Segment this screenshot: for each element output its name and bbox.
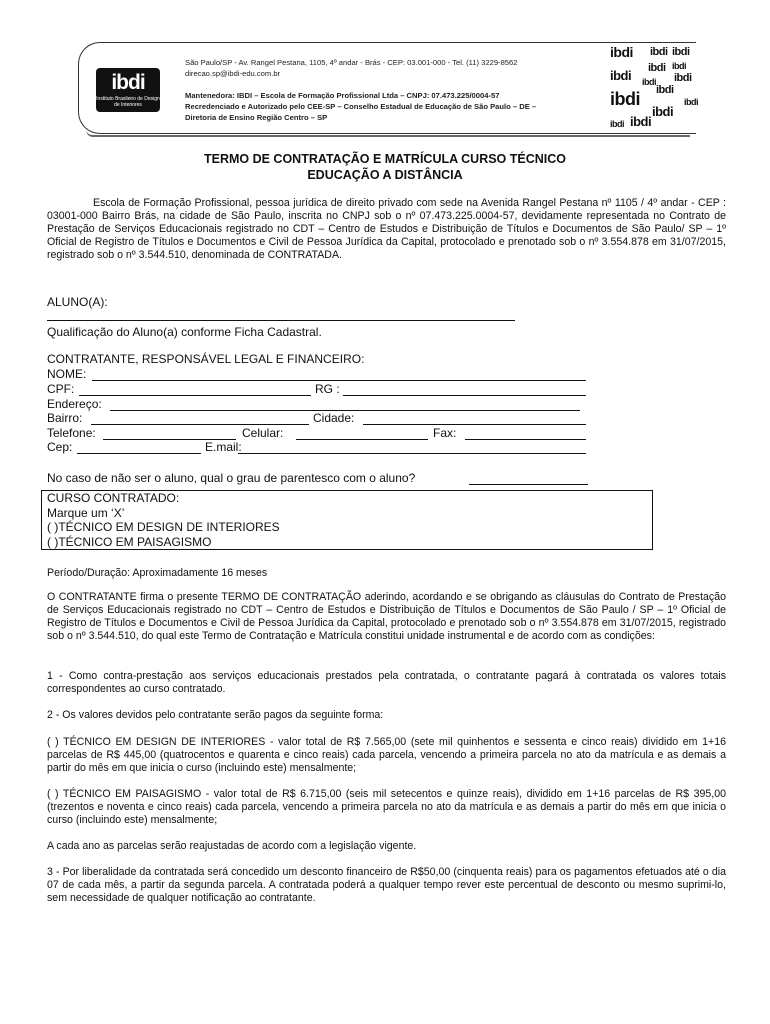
student-name-field[interactable] (47, 320, 515, 321)
header-accreditation: Recredenciado e Autorizado pelo CEE-SP – Conselho Estadual de Educação de São Paulo – DE – (185, 102, 537, 111)
cep-field[interactable] (77, 453, 201, 454)
clause-3: 3 - Por liberalidade da contratada será concedido um desconto financeiro de R$50,00 (cinquenta reais) para os pagamentos efetuados até o dia 07 de cada mês, a partir da segunda parcela. A contratada poderá a qualquer tempo rever este percentual de desconto ou mesmo suprimi-lo, sem necessidade de qualquer notificação ao contratante. (47, 866, 726, 904)
fax-field[interactable] (465, 439, 586, 440)
collage-logo: ibdi (610, 119, 624, 129)
header-maintainer: Mantenedora: IBDI – Escola de Formação Profissional Ltda – CNPJ: 07.473.225/0004-57 (185, 91, 500, 100)
contractor-heading: CONTRATANTE, RESPONSÁVEL LEGAL E FINANCEIRO: (47, 352, 365, 366)
course-option-design-interiores[interactable]: ( )TÉCNICO EM DESIGN DE INTERIORES (47, 520, 280, 534)
rg-field[interactable] (343, 395, 586, 396)
clause-1: 1 - Como contra-prestação aos serviços educacionais prestados pela contratada, o contratante pagará à contratada os valores totais correspondentes ao curso contratado. (47, 670, 726, 695)
collage-logo: ibdi (630, 114, 652, 129)
adjustment-clause: A cada ano as parcelas serão reajustadas de acordo com a legislação vigente. (47, 840, 417, 852)
course-option-paisagismo[interactable]: ( )TÉCNICO EM PAISAGISMO (47, 535, 212, 549)
logo-word: ibdi (111, 71, 145, 94)
logo-collage (608, 44, 698, 132)
clause-2: 2 - Os valores devidos pelo contratante serão pagos da seguinte forma: (47, 709, 384, 721)
bairro-field[interactable] (91, 424, 309, 425)
celular-field[interactable] (296, 439, 428, 440)
duration-text: Período/Duração: Aproximadamente 16 meses (47, 567, 268, 579)
landscape-price-clause: ( ) TÉCNICO EM PAISAGISMO - valor total de R$ 6.715,00 (seis mil setecentos e quinze reais), dividido em 1+16 parcelas de R$ 395,00 (trezentos e noventa e cinco reais) cada parcela, vencendo a primeira parcela no ato da matrícula e as demais a partir do mês em que inicia o curso (incluindo este) mensalmente; (47, 788, 726, 826)
collage-logo: ibdi (684, 97, 698, 107)
collage-logo: ibdi (672, 61, 686, 71)
collage-logo: ibdi (652, 104, 674, 119)
cep-label: Cep: (47, 440, 73, 454)
telefone-label: Telefone: (47, 426, 96, 440)
collage-logo: ibdi (672, 46, 690, 58)
intro-paragraph: Escola de Formação Profissional, pessoa jurídica de direito privado com sede na Avenida Rangel Pestana nº 1105 / 4º andar - CEP : 03001-000 Bairro Brás, na cidade de São Paulo, inscrita no CNPJ sob o nº 07.473.225.0004-57, devidamente representada no Contrato de Prestação de Serviços Educacionais registrado no CDT – Centro de Estudos e Distribuição de Títulos e Documentos de São Paulo/ SP – 1º Oficial de Registro de Títulos e Documentos e Civil de Pessoa Jurídica da Capital, protocolado e prenotado sob o nº 3.554.878 em 31/07/2015, registrado sob o nº 3.544.510, denominada de CONTRATADA. (47, 197, 726, 261)
student-label: ALUNO(A): (47, 295, 108, 309)
cpf-field[interactable] (79, 395, 311, 396)
rg-label: RG : (315, 382, 340, 396)
header-address: São Paulo/SP - Av. Rangel Pestana, 1105, 4º andar - Brás - CEP: 03.001-000 - Tel. (11) 3229-8562 (185, 58, 518, 67)
cpf-label: CPF: (47, 382, 75, 396)
collage-logo: ibdi (650, 46, 668, 58)
endereco-label: Endereço: (47, 397, 102, 411)
logo-subtext: Instituto Brasileiro de Design de Interiores (96, 96, 160, 108)
bairro-label: Bairro: (47, 411, 83, 425)
letterhead-frame (78, 42, 696, 134)
kinship-question: No caso de não ser o aluno, qual o grau de parentesco com o aluno? (47, 471, 416, 485)
collage-logo: ibdi (656, 84, 674, 96)
ibdi-logo (96, 68, 160, 112)
header-directorate: Diretoria de Ensino Região Centro – SP (185, 113, 328, 122)
collage-logo: ibdi (642, 77, 656, 87)
kinship-field[interactable] (469, 484, 588, 485)
collage-logo: ibdi (648, 62, 666, 74)
cidade-field[interactable] (363, 424, 586, 425)
collage-logo: ibdi (610, 68, 632, 83)
header-email: direcao.sp@ibdi-edu.com.br (185, 69, 281, 78)
email-label: E.mail: (205, 440, 242, 454)
nome-label: NOME: (47, 367, 87, 381)
nome-field[interactable] (92, 380, 586, 381)
celular-label: Celular: (242, 426, 284, 440)
email-field[interactable] (238, 453, 586, 454)
collage-logo: ibdi (674, 72, 692, 84)
document-title-line1: TERMO DE CONTRATAÇÃO E MATRÍCULA CURSO TÉCNICO (203, 152, 567, 166)
collage-logo: ibdi (610, 89, 640, 109)
student-qualification: Qualificação do Aluno(a) conforme Ficha Cadastral. (47, 325, 322, 339)
fax-label: Fax: (433, 426, 457, 440)
course-instruction: Marque um ‘X’ (47, 506, 125, 520)
course-heading: CURSO CONTRATADO: (47, 491, 180, 505)
cidade-label: Cidade: (313, 411, 355, 425)
collage-logo: ibdi (610, 44, 633, 60)
agreement-paragraph: O CONTRATANTE firma o presente TERMO DE CONTRATAÇÃO aderindo, acordando e se obrigando as cláusulas do Contrato de Prestação de Serviços Educacionais registrado no CDT – Centro de Estudos e Distribuição de Títulos e Documentos de São Paulo / SP – 1º Oficial de Registro de Títulos e Documentos e Civil de Pessoa Jurídica da Capital, protocolado e prenotado sob o nº 3.554.878 em 31/07/2015, registrado sob o nº 3.544.510, do qual este Termo de Contratação e Matrícula constitui unidade instrumental e de acordo com as condições: (47, 591, 726, 642)
design-price-clause: ( ) TÉCNICO EM DESIGN DE INTERIORES - valor total de R$ 7.565,00 (sete mil quinhentos e sessenta e cinco reais) dividido em 1+16 parcelas de R$ 445,00 (quatrocentos e quarenta e cinco reais) cada parcela, vencendo a primeira parcela no ato da matrícula e as demais a partir do mês em que inicia o curso (incluindo este) mensalmente; (47, 736, 726, 774)
letterhead-shadow (86, 130, 690, 137)
document-title-line2: EDUCAÇÃO A DISTÂNCIA (307, 168, 463, 182)
